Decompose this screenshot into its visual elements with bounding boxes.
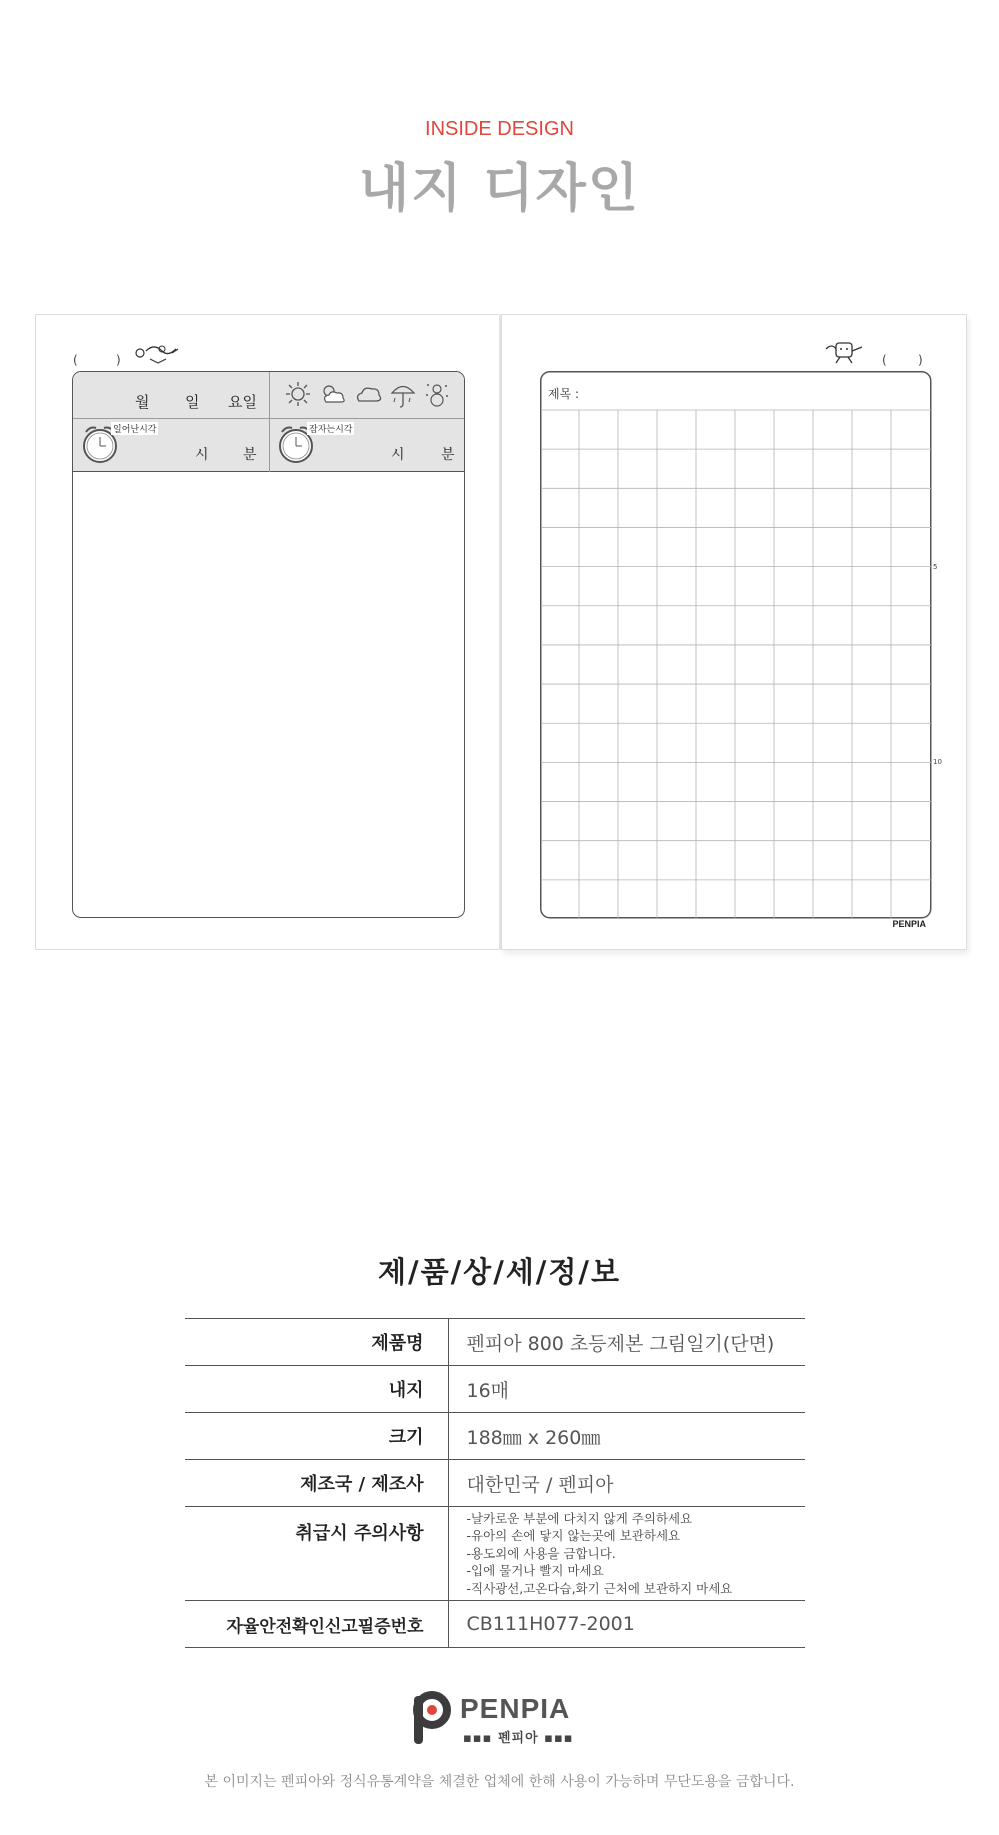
spec-key: 제품명 xyxy=(185,1319,448,1366)
product-detail-title: 제/품/상/세/정/보 xyxy=(377,1255,622,1289)
day-label: 일 xyxy=(185,393,200,411)
spec-key: 내지 xyxy=(185,1366,448,1413)
writing-grid xyxy=(540,371,932,919)
sleep-hour-label: 시 xyxy=(391,447,405,463)
table-row xyxy=(185,1413,805,1460)
spec-value: 188㎜ x 260㎜ xyxy=(448,1413,805,1460)
spec-key: 제조국 / 제조사 xyxy=(185,1460,448,1507)
weekday-label: 요일 xyxy=(228,393,257,411)
table-row xyxy=(185,1460,805,1507)
month-label: 월 xyxy=(135,393,150,411)
bracket-close: ) xyxy=(918,353,923,367)
cloud-icon xyxy=(354,380,384,408)
usage-disclaimer: 본 이미지는 펜피아와 정식유통계약을 체결한 업체에 한해 사용이 가능하며 무단도용을 금합니다. xyxy=(204,1774,795,1790)
table-row xyxy=(185,1507,805,1601)
penpia-logo-icon xyxy=(410,1690,454,1748)
sleep-minute-label: 분 xyxy=(441,447,455,463)
table-row xyxy=(185,1319,805,1366)
spec-value: 펜피아 800 초등제본 그림일기(단면) xyxy=(448,1319,805,1366)
spec-value: 대한민국 / 펜피아 xyxy=(448,1460,805,1507)
caution-note: -입에 물거나 빨지 마세요 xyxy=(466,1563,604,1579)
umbrella-icon xyxy=(389,380,417,410)
line-marker-5: 5 xyxy=(933,563,938,571)
product-spec-table xyxy=(185,1318,805,1648)
caution-note: -직사광선,고온다습,화기 근처에 보관하지 마세요 xyxy=(466,1580,733,1596)
spec-key: 자율안전확인신고필증번호 xyxy=(185,1601,448,1648)
bracket-open: ( xyxy=(882,353,887,367)
caution-note: -용도외에 사용을 금합니다. xyxy=(466,1545,616,1561)
wake-minute-label: 분 xyxy=(243,447,257,463)
line-marker-10: 10 xyxy=(933,758,942,766)
cartoon-doodle-icon xyxy=(132,341,182,367)
diary-header-panel xyxy=(73,372,464,472)
table-row xyxy=(185,1601,805,1648)
writing-grid-page xyxy=(501,314,967,950)
spec-key: 크기 xyxy=(185,1413,448,1460)
caution-note: -날카로운 부분에 다치지 않게 주의하세요 xyxy=(466,1510,693,1526)
wake-hour-label: 시 xyxy=(195,447,209,463)
bracket-open: ( xyxy=(73,353,78,367)
diary-left-page xyxy=(35,314,501,950)
diary-entry-box xyxy=(72,371,465,918)
bracket-close: ) xyxy=(116,353,121,367)
caution-note: -유아의 손에 닿지 않는곳에 보관하세요 xyxy=(466,1528,681,1544)
cartoon-doodle-icon xyxy=(822,339,866,365)
spec-key: 취급시 주의사항 xyxy=(185,1507,448,1601)
logo-subtext: ▪▪▪ 펜피아 ▪▪▪ xyxy=(463,1731,574,1746)
logo-wordmark: PENPIA xyxy=(460,1693,571,1724)
title-label: 제목 : xyxy=(548,387,580,401)
inside-design-subtitle: INSIDE DESIGN xyxy=(425,118,574,140)
spec-value xyxy=(448,1507,805,1601)
spec-value: CB111H077-2001 xyxy=(448,1601,805,1648)
page-brand: PENPIA xyxy=(892,919,926,929)
partly-cloudy-icon xyxy=(318,380,348,408)
snowman-icon xyxy=(423,380,451,410)
table-row xyxy=(185,1366,805,1413)
sleep-time-label: 잠자는시각 xyxy=(307,422,354,435)
inside-design-title: 내지 디자인 xyxy=(358,159,641,219)
spec-value: 16매 xyxy=(448,1366,805,1413)
wake-time-label: 일어난시각 xyxy=(111,422,158,435)
sun-icon xyxy=(284,380,312,408)
